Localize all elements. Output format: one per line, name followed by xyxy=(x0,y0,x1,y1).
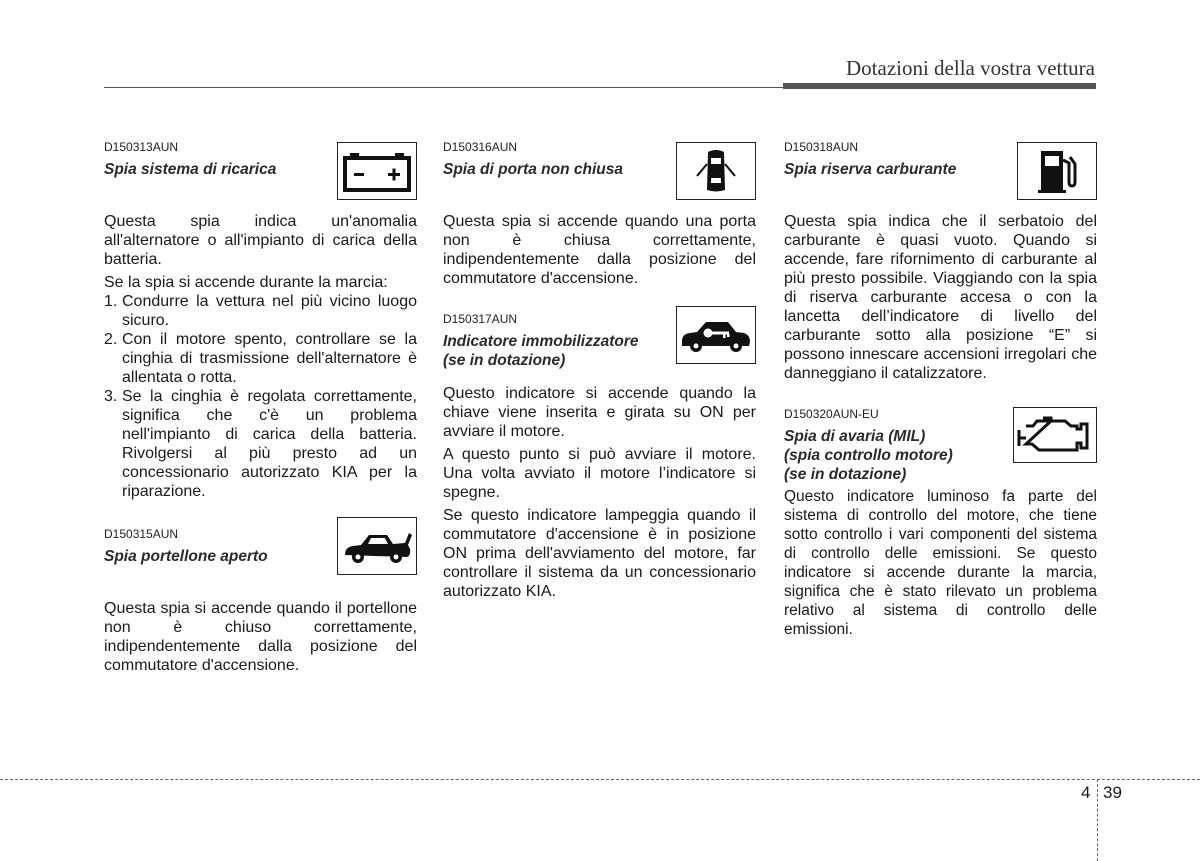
list-item-number: 1. xyxy=(104,293,118,310)
section-title: Indicatore immobilizzatore xyxy=(443,333,639,350)
paragraph: Se la spia si accende durante la marcia: xyxy=(104,274,388,291)
header-rule-thin xyxy=(104,87,784,88)
paragraph: Questa spia si accende quando una porta non è chiusa correttamente, indipendentemente dalla posizione del commutatore d'accensione. xyxy=(443,213,756,287)
section-title: Spia portellone aperto xyxy=(104,548,268,565)
section-title: (se in dotazione) xyxy=(443,352,566,369)
column-3 xyxy=(784,140,1097,639)
section-title: Spia di avaria (MIL) xyxy=(784,428,926,445)
section-code: D150316AUN xyxy=(443,140,518,154)
section-code: D150318AUN xyxy=(784,140,859,154)
paragraph: Questo indicatore si accende quando la chiave viene inserita e girata su ON per avviare il motore. xyxy=(443,385,756,440)
paragraph: Se questo indicatore lampeggia quando il commutatore d'accensione è in posizione ON prima dell'avviamento del motore, far controllare il sistema da un concessionario autorizzato KIA. xyxy=(443,507,756,600)
section-title: (se in dotazione) xyxy=(784,466,907,483)
battery-icon xyxy=(337,142,417,200)
paragraph: Questa spia si accende quando il portellone non è chiuso correttamente, indipendentemente dalla posizione del commutatore d'accensione. xyxy=(104,600,417,674)
list-item-text: Con il motore spento, controllare se la cinghia di trasmissione dell'alternatore è allentata o rotta. xyxy=(122,331,417,386)
fuel-pump-icon xyxy=(1017,142,1097,200)
list-item xyxy=(104,330,417,387)
list-item-text: Se la cinghia è regolata correttamente, significa che c'è un problema nell'impianto di carica della batteria. Rivolgersi al più presto ad un concessionario autorizzato KIA per la riparazione. xyxy=(122,388,417,500)
list-item xyxy=(104,387,417,501)
section-code: D150313AUN xyxy=(104,140,179,154)
column-1 xyxy=(104,140,417,675)
section-code: D150317AUN xyxy=(443,312,518,326)
paragraph: Questa spia indica un'anomalia all'alternatore o all'impianto di carica della batteria. xyxy=(104,213,417,268)
door-open-icon xyxy=(676,142,756,200)
trunk-open-icon xyxy=(337,517,417,575)
footer-rule xyxy=(0,779,1200,780)
section-fuel-reserve xyxy=(784,140,1097,212)
section-trunk-open xyxy=(104,527,417,599)
section-immobilizer xyxy=(443,312,756,384)
section-title: Spia sistema di ricarica xyxy=(104,161,277,178)
list-item-number: 3. xyxy=(104,388,118,405)
list-item-number: 2. xyxy=(104,331,118,348)
section-title: (spia controllo motore) xyxy=(784,447,953,464)
section-engine-check xyxy=(784,407,1097,487)
section-title: Spia riserva carburante xyxy=(784,161,957,178)
instruction-list xyxy=(104,292,417,501)
page-number: 39 xyxy=(1103,783,1122,802)
column-2 xyxy=(443,140,756,601)
section-code: D150320AUN-EU xyxy=(784,407,879,421)
list-item-text: Condurre la vettura nel più vicino luogo sicuro. xyxy=(122,293,417,329)
header-rule-thick xyxy=(783,83,1096,89)
paragraph: Questo indicatore luminoso fa parte del sistema di controllo del motore, che tiene sotto controllo i vari componenti del sistema di controllo delle emissioni. Se questo indicatore si accende durante la marcia, significa che è stato rilevato un problema relativo al sistema di controllo delle emissioni. xyxy=(784,488,1097,638)
chapter-number: 4 xyxy=(1081,783,1091,802)
paragraph: A questo punto si può avviare il motore. Una volta avviato il motore l’indicatore si spegne. xyxy=(443,446,756,501)
engine-check-icon xyxy=(1013,407,1097,463)
page-header-title: Dotazioni della vostra vettura xyxy=(846,56,1095,80)
immobilizer-icon xyxy=(676,306,756,364)
section-code: D150315AUN xyxy=(104,527,179,541)
section-door-open xyxy=(443,140,756,212)
paragraph: Questa spia indica che il serbatoio del carburante è quasi vuoto. Quando si accende, fare rifornimento di carburante al più presto possibile. Viaggiando con la spia di riserva carburante accesa o con la lancetta dell’indicatore di livello del carburante sotto alla posizione “E” si possono innescare accensioni irregolari che danneggiano il catalizzatore. xyxy=(784,213,1097,382)
footer-divider xyxy=(1097,779,1098,861)
section-title: Spia di porta non chiusa xyxy=(443,161,623,178)
section-charging-system xyxy=(104,140,417,212)
list-item xyxy=(104,292,417,330)
